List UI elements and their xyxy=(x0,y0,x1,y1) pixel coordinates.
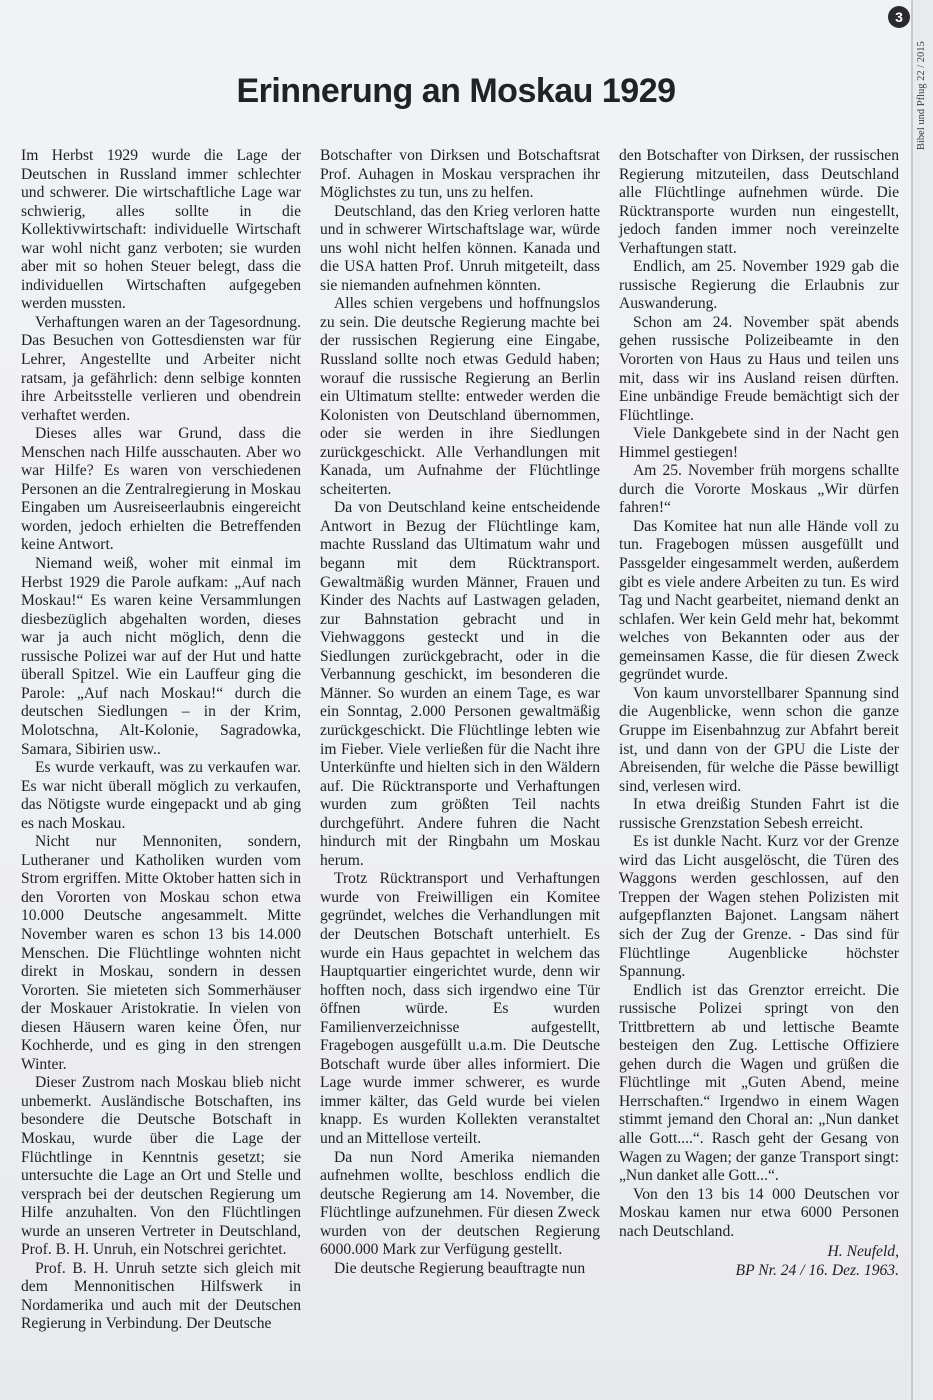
paragraph: Da von Deutschland keine entscheidende Antwort in Bezug der Flüchtlinge kam, machte Russland das Ultimatum wahr und begann mit dem Rücktransport. Gewaltmäßig wurden Männer, Frauen und Kinder des Nachts auf Lastwagen geladen, zur Bahnstation gebracht und in Viehwaggons gesteckt und in die Siedlungen zurückgebracht, oder in die Verbannung geschickt, im besonderen die Männer. So wurden an einem Tage, es war ein Sonntag, 2.000 Personen gewaltmäßig zurückgeschickt. Die Flüchtlinge lebten wie im Fieber. Viele verließen für die Nacht ihre Unterkünfte und hielten sich in den Wäldern auf. Die Rücktransporte und Verhaftungen wurden zum größten Teil nachts durchgeführt. Andere fuhren die Nacht hindurch mit der Ringbahn um Moskau herum. xyxy=(320,499,600,869)
page-number-badge: 3 xyxy=(888,6,910,28)
paragraph: Niemand weiß, woher mit einmal im Herbst 1929 die Parole aufkam: „Auf nach Moskau!“ Es waren keine Versammlungen diesbezüglich abgehalten worden, dieses war ja auch nicht möglich, denn die russische Polizei war auf der Hut und hatte überall Spitzel. Wie ein Lauffeur ging die Parole: „Auf nach Moskau!“ durch die deutschen Siedlungen – in der Krim, Molotschna, Alt-Kolonie, Sagradowka, Samara, Sibirien usw.. xyxy=(21,555,301,758)
article-column-3 xyxy=(619,147,899,1280)
article-column-1 xyxy=(21,147,301,1334)
paragraph: Es ist dunkle Nacht. Kurz vor der Grenze wird das Licht ausgelöscht, die Türen des Waggons werden geschlossen, auf den Treppen der Wagen stehen Polizisten mit aufgepflanzten Bajonet. Langsam nähert sich der Zug der Grenze. - Das sind für Flüchtlinge Augenblicke höchster Spannung. xyxy=(619,833,899,981)
paragraph: In etwa dreißig Stunden Fahrt ist die russische Grenzstation Sebesh erreicht. xyxy=(619,796,899,832)
running-header: Bibel und Pflug 22 / 2015 xyxy=(916,41,927,150)
paragraph: Botschafter von Dirksen und Botschaftsrat Prof. Auhagen in Moskau versprachen ihr Möglichstes zu tun, uns zu helfen. xyxy=(320,147,600,202)
paragraph: Von den 13 bis 14 000 Deutschen vor Moskau kamen nur etwa 6000 Personen nach Deutschland. xyxy=(619,1185,899,1240)
paragraph: Das Komitee hat nun alle Hände voll zu tun. Fragebogen müssen ausgefüllt und Passgelder eingesammelt werden, außerdem gibt es viele andere Arbeiten zu tun. Es wird Tag und Nacht gearbeitet, niemand denkt an schlafen. Wer kein Geld mehr hat, bekommt welches von Bekannten oder aus der gemeinsamen Kasse, die für diesen Zweck gegründet wurde. xyxy=(619,517,899,684)
article-column-2 xyxy=(320,147,600,1278)
article-title: Erinnerung an Moskau 1929 xyxy=(236,72,676,110)
signature-block xyxy=(619,1243,899,1280)
paragraph: Schon am 24. November spät abends gehen russische Polizeibeamte in den Vororten von Haus zu Haus und teilen uns mit, dass wir ins Ausland reisen dürften. Eine unbändige Freude bemächtigt sich der Flüchtlinge. xyxy=(619,313,899,424)
paragraph: Verhaftungen waren an der Tagesordnung. Das Besuchen von Gottesdiensten war für Lehrer, Angestellte und Arbeiter nicht ratsam, ja gefährlich: denn selbige konnten ihre Arbeitsstelle verlieren und obendrein verhaftet werden. xyxy=(21,313,301,424)
paragraph: Endlich ist das Grenztor erreicht. Die russische Polizei springt von den Trittbrettern ab und lettische Beamte besteigen den Zug. Lettische Offiziere gehen durch die Wagen und grüßen die Flüchtlinge mit „Guten Abend, meine Herrschaften.“ Irgendwo in einem Wagen stimmt jemand den Choral an: „Nun danket alle Gott....“. Rasch geht der Gesang von Wagen zu Wagen; der ganze Transport singt: „Nun danket alle Gott...“. xyxy=(619,981,899,1185)
paragraph: Da nun Nord Amerika niemanden aufnehmen wollte, beschloss endlich die deutsche Regierung am 14. November, die Flüchtlinge aufzunehmen. Für diesen Zweck wurden von der deutschen Regierung 6000.000 Mark zur Verfügung gestellt. xyxy=(320,1148,600,1259)
paragraph: Alles schien vergebens und hoffnungslos zu sein. Die deutsche Regierung machte bei der russischen Regierung eine Eingabe, Russland sollte noch etwas Geduld haben; worauf die russische Regierung an Berlin ein Ultimatum stellte: entweder werden die Kolonisten von Deutschland übernommen, oder sie werden in ihre Siedlungen zurückgeschickt. Alle Verhandlungen mit Kanada, um Aufnahme der Flüchtlinge scheiterten. xyxy=(320,295,600,498)
paragraph: den Botschafter von Dirksen, der russischen Regierung mitzuteilen, dass Deutschland alle Flüchtlinge aufnehmen würde. Die Rücktransporte wurden nun eingestellt, jedoch fanden immer noch vereinzelte Verhaftungen statt. xyxy=(619,147,899,257)
paragraph: Dieses alles war Grund, dass die Menschen nach Hilfe ausschauten. Aber wo war Hilfe? Es waren von verschiedenen Personen an die Zentralregierung in Moskau Eingaben um Ausreiseerlaubnis eingereicht worden, jedoch erhielten die Betreffenden keine Antwort. xyxy=(21,425,301,554)
paragraph: Am 25. November früh morgens schallte durch die Vororte Moskaus „Wir dürfen fahren!“ xyxy=(619,462,899,517)
paragraph: Nicht nur Mennoniten, sondern, Lutheraner und Katholiken wurden vom Strom ergriffen. Mitte Oktober hatten sich in den Vororten von Moskau schon etwa 10.000 Deutsche angesammelt. Mitte November waren es schon 13 bis 14.000 Menschen. Die Flüchtlinge wohnten nicht direkt in Moskau, sondern in dessen Vororten. Sie mieteten sich Sommerhäuser der Moskauer Aristokratie. In vielen von diesen Häusern waren keine Öfen, nur Kochherde, und es ging in den strengen Winter. xyxy=(21,833,301,1073)
paragraph: Die deutsche Regierung beauftragte nun xyxy=(334,1259,586,1277)
paragraph: Es wurde verkauft, was zu verkaufen war. Es war nicht überall möglich zu verkaufen, das Nötigste wurde eingepackt und ab ging es nach Moskau. xyxy=(21,759,301,832)
paragraph: Dieser Zustrom nach Moskau blieb nicht unbemerkt. Ausländische Botschaften, ins besondere die Deutsche Botschaft in Moskau, wurde über die Lage der Flüchtlinge in Kenntnis gesetzt; sie untersuchte die Lage an Ort und Stelle und versprach bei der deutschen Regierung um Hilfe anzuhalten. Von den Flüchtlingen wurde an unseren Vertreter in Deutschland, Prof. B. H. Unruh, ein Notschrei gerichtet. xyxy=(21,1074,301,1259)
page-edge xyxy=(911,0,913,1400)
paragraph: Trotz Rücktransport und Verhaftungen wurde von Freiwilligen ein Komitee gegründet, welches die Verhandlungen mit der Deutschen Botschaft unterhielt. Es wurde ein Haus gepachtet in welchem das Hauptquartier eingerichtet wurde, denn wir hofften noch, dass sich irgendwo eine Tür öffnen würde. Es wurden Familienverzeichnisse aufgestellt, Fragebogen ausgefüllt u.a.m. Die Deutsche Botschaft wurde über alles informiert. Die Lage wurde immer schwerer, es wurde immer kälter, das Geld wurde bei vielen knapp. Es wurden Kollekten veranstaltet und an Mittellose verteilt. xyxy=(320,870,600,1147)
signature-source: BP Nr. 24 / 16. Dez. 1963. xyxy=(735,1261,899,1279)
paragraph: Deutschland, das den Krieg verloren hatte und in schwerer Wirtschaftslage war, würde uns wohl nicht helfen können. Kanada und die USA hatten Prof. Unruh mitgeteilt, dass sie niemanden aufnehmen könnten. xyxy=(320,202,600,294)
paragraph: Von kaum unvorstellbarer Spannung sind die Augenblicke, wenn schon die ganze Gruppe im Eisenbahnzug zur Abfahrt bereit ist, und dann von der GPU die Liste der Abreisenden, für welche die Pässe bewilligt sind, verlesen wird. xyxy=(619,684,899,795)
paragraph: Viele Dankgebete sind in der Nacht gen Himmel gestiegen! xyxy=(619,425,899,461)
paragraph: Im Herbst 1929 wurde die Lage der Deutschen in Russland immer schlechter und schwerer. Die wirtschaftliche Lage war schwierig, alles sollte in die Kollektivwirtschaft: individuelle Wirtschaft war wohl nicht ganz verboten; sie wurden aber mit so hohen Steuer belegt, dass die individuellen Wirtschaften aufgegeben werden mussten. xyxy=(21,147,301,313)
paragraph: Endlich, am 25. November 1929 gab die russische Regierung die Erlaubnis zur Auswanderung. xyxy=(619,258,899,313)
signature-author: H. Neufeld, xyxy=(827,1243,899,1261)
paragraph: Prof. B. H. Unruh setzte sich gleich mit dem Mennonitischen Hilfswerk in Nordamerika und auch mit der Deutschen Regierung in Verbindung. Der Deutsche xyxy=(21,1259,301,1333)
